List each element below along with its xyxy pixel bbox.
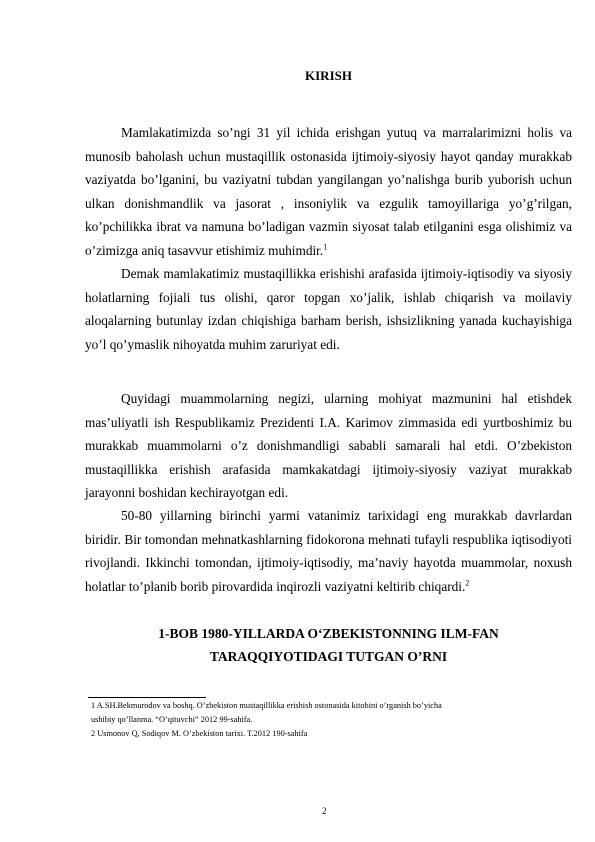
paragraph-4 (85, 504, 572, 598)
chapter-heading-line-1: 1-BOB 1980-YILLARDA O‘ZBEKISTONNING ILM-FAN (158, 626, 499, 641)
footnote-1-line-2: ushibiy qo’llanma. “O’qituvchi” 2012 99-sahifa. (91, 715, 253, 724)
paragraph-4-text: 50-80 yillarning birinchi yarmi vatanimiz tarixidagi eng murakkab davrlardan biridir. Bir tomondan mehnatkashlarning fidokorona mehnati tufayli respublika iqtisodiyoti rivojlandi. Ikkinchi tomondan, ijtimoiy-iqtisodiy, ma’naviy hayotda muammolar, noxush holatlar to’planib borib pirovardida inqirozli vaziyatni keltirib chiqardi. (85, 508, 572, 594)
footnote-1-line-1: 1 A.SH.Bekmurodov va boshq. O’zbekiston mustaqillikka erishish ostonasida kitobini o’rganish bo’yicha (91, 701, 442, 710)
section-heading: KIRISH (305, 68, 352, 83)
footnote-ref-2: 2 (465, 578, 470, 588)
paragraph-2: Demak mamlakatimiz mustaqillikka erishishi arafasida ijtimoiy-iqtisodiy va siyosiy holatlarning fojiali tus olishi, qaror topgan xo’jalik, ishlab chiqarish va moilaviy aloqalarning butunlay izdan chiqishiga barham berish, ishsizlikning yanada kuchayishiga yo’l qo’ymaslik nihoyatda muhim zaruriyat edi. (85, 266, 572, 352)
paragraph-3: Quyidagi muammolarning negizi, ularning mohiyat mazmunini hal etishdek mas’uliyatli ish Respublikamiz Prezidenti I.A. Karimov zimmasida edi yurtboshimiz bu murakkab muammolarni o’z donishmandligi sababli samarali hal etdi. O’zbekiston mustaqillikka erishish arafasida mamkakatdagi ijtimoiy-siyosiy vaziyat murakkab jarayonni boshidan kechirayotgan edi. (85, 391, 572, 500)
chapter-heading-line-2: TARAQQIYOTIDAGI TUTGAN O’RNI (209, 649, 448, 664)
page-number: 2 (322, 806, 327, 816)
footnote-divider (88, 697, 206, 698)
paragraph-1-text: Mamlakatimizda so’ngi 31 yil ichida erishgan yutuq va marralarimizni holis va munosib baholash uchun mustaqillik ostonasida ijtimoiy-siyosiy hayot qanday murakkab vaziyatda bo’lganini, bu vaziyatni tubdan yangilangan yo’nalishga burib yuborish uchun ulkan donishmandlik va jasorat , insoniylik va ezgulik tamoyillariga yo’g’rilgan, ko’pchilikka ibrat va namuna bo’ladigan vazmin siyosat talab etilganini esga olishimiz va o’zimizga aniq tasavvur etishimiz muhimdir. (85, 125, 572, 258)
footnote-2: 2 Usmonov Q, Sodiqov M. O’zbekiston tarixi. T.2012 190-sahifa (91, 729, 308, 738)
footnote-ref-1: 1 (323, 242, 328, 252)
paragraph-1 (85, 121, 572, 262)
